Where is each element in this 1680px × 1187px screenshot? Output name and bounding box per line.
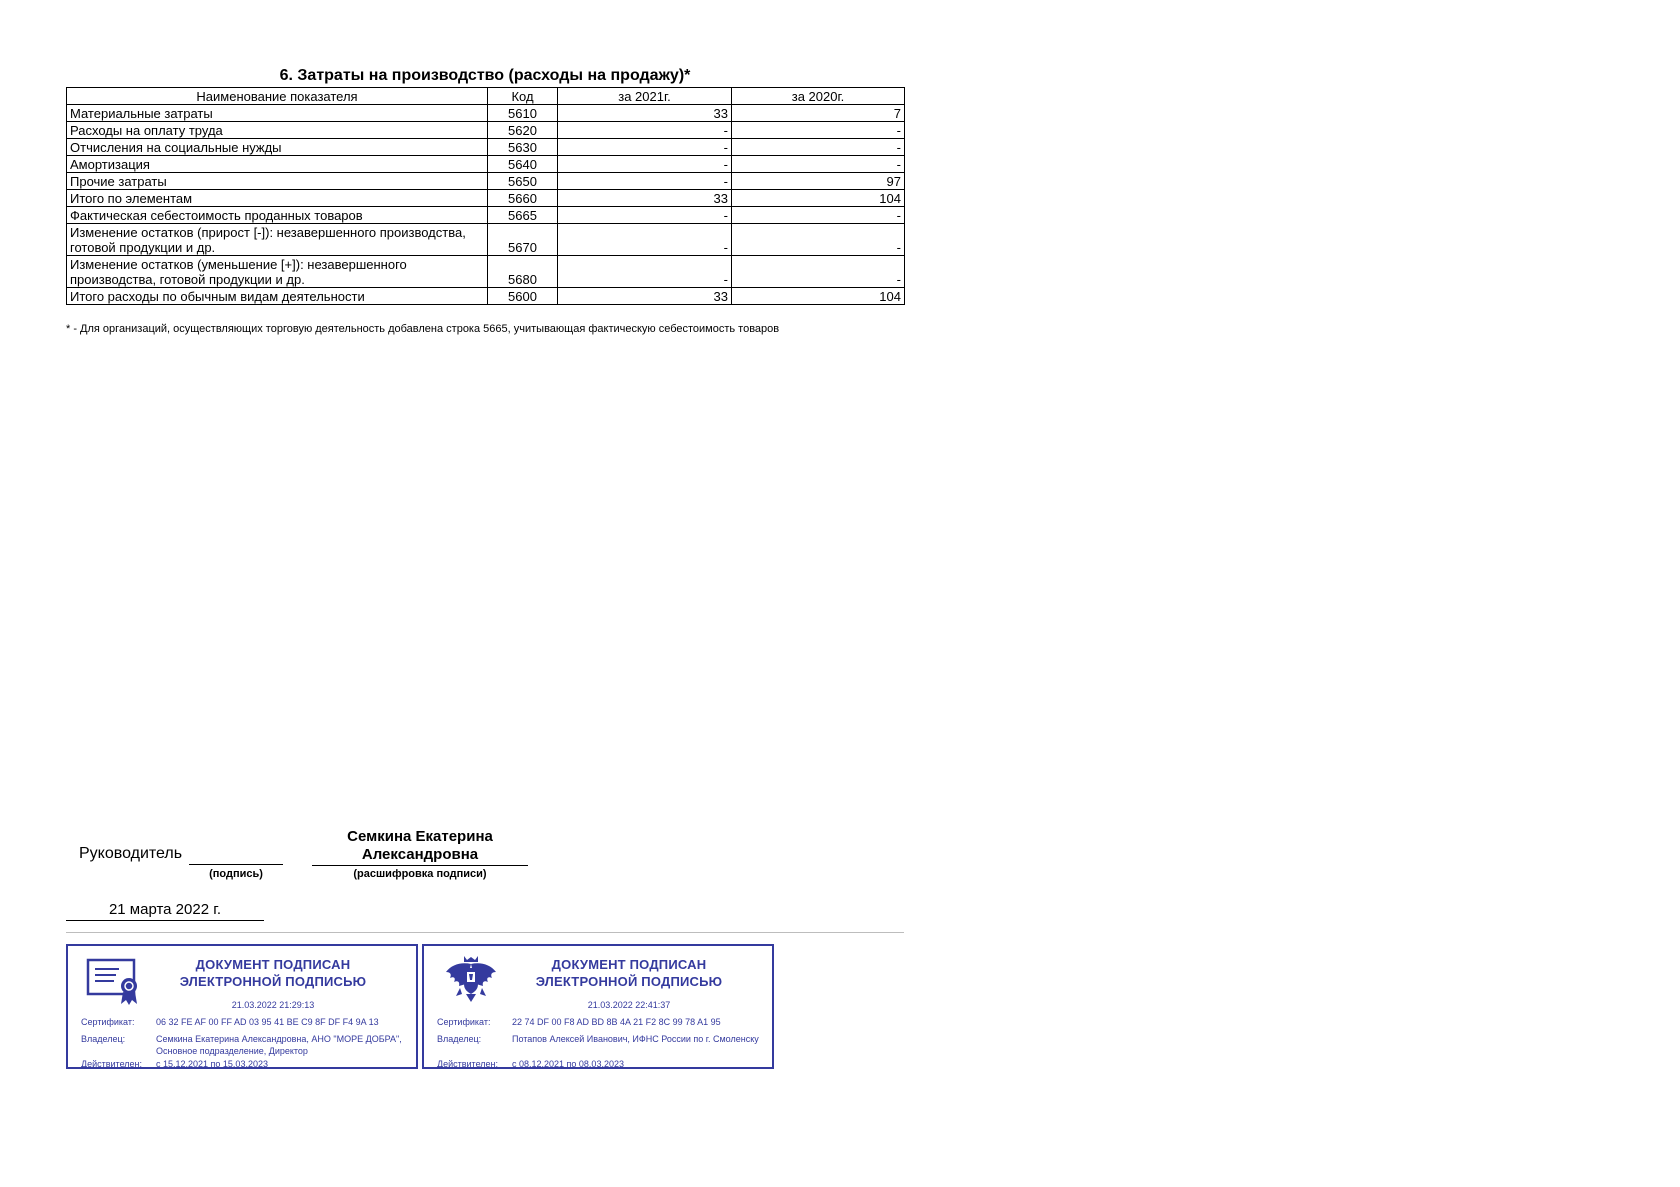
signer-name-line: [312, 865, 528, 866]
row-current: -: [558, 139, 732, 156]
row-code: 5610: [488, 105, 558, 122]
row-previous: -: [732, 256, 905, 288]
row-current: -: [558, 122, 732, 139]
row-previous: 7: [732, 105, 905, 122]
row-current: -: [558, 156, 732, 173]
row-current: 33: [558, 105, 732, 122]
signature-line: [189, 864, 283, 865]
stamp-timestamp: 21.03.2022 22:41:37: [587, 1000, 671, 1010]
signer-name: Семкина Екатерина Александровна: [347, 828, 493, 863]
table-row: [67, 122, 905, 139]
cert-value: 22 74 DF 00 F8 AD BD 8B 4A 21 F2 8C 99 78 A1 95: [512, 1017, 721, 1027]
role-label: Руководитель: [79, 845, 183, 862]
row-previous: -: [732, 224, 905, 256]
row-name: Материальные затраты: [67, 105, 488, 122]
row-code: 5670: [488, 224, 558, 256]
row-previous: 104: [732, 288, 905, 305]
e-signature-stamp: [66, 944, 418, 1069]
date-line: [66, 920, 264, 921]
row-current: -: [558, 207, 732, 224]
row-current: -: [558, 224, 732, 256]
row-current: -: [558, 173, 732, 190]
costs-table: [66, 87, 905, 305]
row-name: Итого по элементам: [67, 190, 488, 207]
header-previous-year: за 2020г.: [732, 88, 905, 105]
row-code: 5660: [488, 190, 558, 207]
row-previous: -: [732, 207, 905, 224]
owner-label: Владелец:: [437, 1034, 482, 1044]
owner-value: Семкина Екатерина Александровна, АНО "МОРЕ ДОБРА", Основное подразделение, Директор: [156, 1034, 402, 1056]
certificate-icon: [86, 954, 144, 1006]
valid-label: Действителен:: [81, 1059, 143, 1069]
table-header-row: [67, 88, 905, 105]
row-previous: -: [732, 156, 905, 173]
row-name: Фактическая себестоимость проданных товаров: [67, 207, 488, 224]
table-row: [67, 173, 905, 190]
table-row: [67, 156, 905, 173]
row-name: Расходы на оплату труда: [67, 122, 488, 139]
cert-value: 06 32 FE AF 00 FF AD 03 95 41 BE C9 8F DF F4 9A 13: [156, 1017, 379, 1027]
table-row: [67, 224, 905, 256]
footnote: * - Для организаций, осуществляющих торговую деятельность добавлена строка 5665, учитывающая фактическую себестоимость товаров: [66, 323, 780, 335]
row-previous: 104: [732, 190, 905, 207]
row-current: 33: [558, 190, 732, 207]
section-title: 6. Затраты на производство (расходы на продажу)*: [279, 67, 691, 84]
row-code: 5680: [488, 256, 558, 288]
cert-label: Сертификат:: [437, 1017, 491, 1027]
row-name: Изменение остатков (уменьшение [+]): незавершенного производства, готовой продукции и др.: [67, 256, 488, 288]
signature-date: 21 марта 2022 г.: [108, 901, 222, 918]
row-code: 5630: [488, 139, 558, 156]
table-row: [67, 190, 905, 207]
table-row: [67, 256, 905, 288]
table-row: [67, 105, 905, 122]
row-previous: 97: [732, 173, 905, 190]
row-name: Прочие затраты: [67, 173, 488, 190]
owner-value: Потапов Алексей Иванович, ИФНС России по г. Смоленску: [512, 1034, 759, 1044]
row-name: Отчисления на социальные нужды: [67, 139, 488, 156]
row-previous: -: [732, 122, 905, 139]
row-previous: -: [732, 139, 905, 156]
valid-label: Действителен:: [437, 1059, 499, 1069]
header-name: Наименование показателя: [67, 88, 488, 105]
row-code: 5620: [488, 122, 558, 139]
cert-label: Сертификат:: [81, 1017, 135, 1027]
owner-label: Владелец:: [81, 1034, 126, 1044]
signature-caption: (подпись): [209, 868, 263, 880]
signer-name-caption: (расшифровка подписи): [353, 868, 487, 880]
row-name: Итого расходы по обычным видам деятельности: [67, 288, 488, 305]
e-signature-stamp: [422, 944, 774, 1069]
stamp-timestamp: 21.03.2022 21:29:13: [231, 1000, 315, 1010]
header-current-year: за 2021г.: [558, 88, 732, 105]
row-code: 5640: [488, 156, 558, 173]
table-row: [67, 288, 905, 305]
row-name: Амортизация: [67, 156, 488, 173]
valid-value: с 08.12.2021 по 08.03.2023: [512, 1059, 624, 1069]
stamp-heading: ДОКУМЕНТ ПОДПИСАН ЭЛЕКТРОННОЙ ПОДПИСЬЮ: [535, 957, 723, 989]
row-current: 33: [558, 288, 732, 305]
table-row: [67, 139, 905, 156]
stamp-heading: ДОКУМЕНТ ПОДПИСАН ЭЛЕКТРОННОЙ ПОДПИСЬЮ: [179, 957, 367, 989]
row-code: 5665: [488, 207, 558, 224]
valid-value: с 15.12.2021 по 15.03.2023: [156, 1059, 268, 1069]
coat-of-arms-icon: [442, 954, 500, 1006]
row-current: -: [558, 256, 732, 288]
row-name: Изменение остатков (прирост [-]): незавершенного производства, готовой продукции и др.: [67, 224, 488, 256]
header-code: Код: [488, 88, 558, 105]
table-row: [67, 207, 905, 224]
row-code: 5650: [488, 173, 558, 190]
separator: [66, 932, 904, 933]
row-code: 5600: [488, 288, 558, 305]
